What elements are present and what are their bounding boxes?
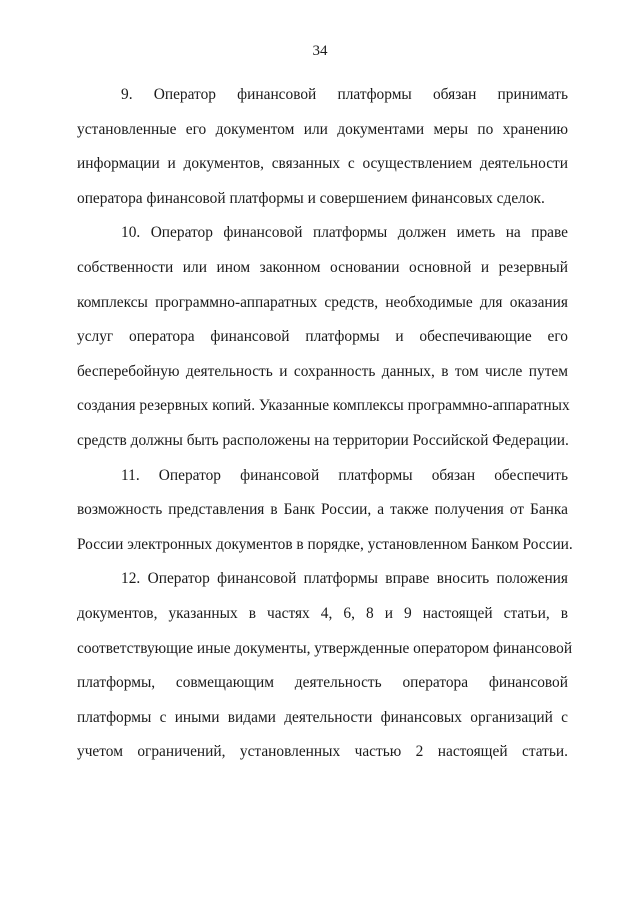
paragraph-12 [77,562,573,770]
text-line: документов, указанных в частях 4, 6, 8 и 9 настоящей статьи, в [77,604,568,622]
text-line: учетом ограничений, установленных частью 2 настоящей статьи. [77,743,568,761]
paragraph-10 [77,216,568,458]
paragraph-9 [77,78,568,216]
text-line: услуг оператора финансовой платформы и обеспечивающие его [77,328,568,346]
text-line: России электронных документов в порядке, установленном Банком России. [77,535,573,553]
paragraph-11 [77,459,573,563]
text-line: платформы, совмещающим деятельность оператора финансовой [77,674,568,692]
text-line: собственности или ином законном основании основной и резервный [77,258,568,276]
text-line: информации и документов, связанных с осуществлением деятельности [77,155,568,173]
text-line: бесперебойную деятельность и сохранность данных, в том числе путем [77,362,568,380]
text-line: возможность представления в Банк России, а также получения от Банка [77,501,568,519]
text-line: средств должны быть расположены на территории Российской Федерации. [77,431,569,449]
text-line: 12. Оператор финансовой платформы вправе вносить положения [121,570,568,588]
page-number: 34 [312,43,328,59]
text-line: соответствующие иные документы, утвержденные оператором финансовой [77,639,573,657]
text-line: установленные его документом или документами меры по хранению [77,120,568,138]
text-line: оператора финансовой платформы и совершением финансовых сделок. [77,189,545,207]
text-line: комплексы программно-аппаратных средств, необходимые для оказания [77,293,568,311]
text-line: платформы с иными видами деятельности финансовых организаций с [77,708,568,726]
document-body [77,78,573,770]
text-line: 11. Оператор финансовой платформы обязан обеспечить [121,466,568,484]
text-line: создания резервных копий. Указанные комплексы программно-аппаратных [77,397,570,415]
text-line: 10. Оператор финансовой платформы должен иметь на праве [121,224,568,242]
text-line: 9. Оператор финансовой платформы обязан принимать [121,86,568,103]
